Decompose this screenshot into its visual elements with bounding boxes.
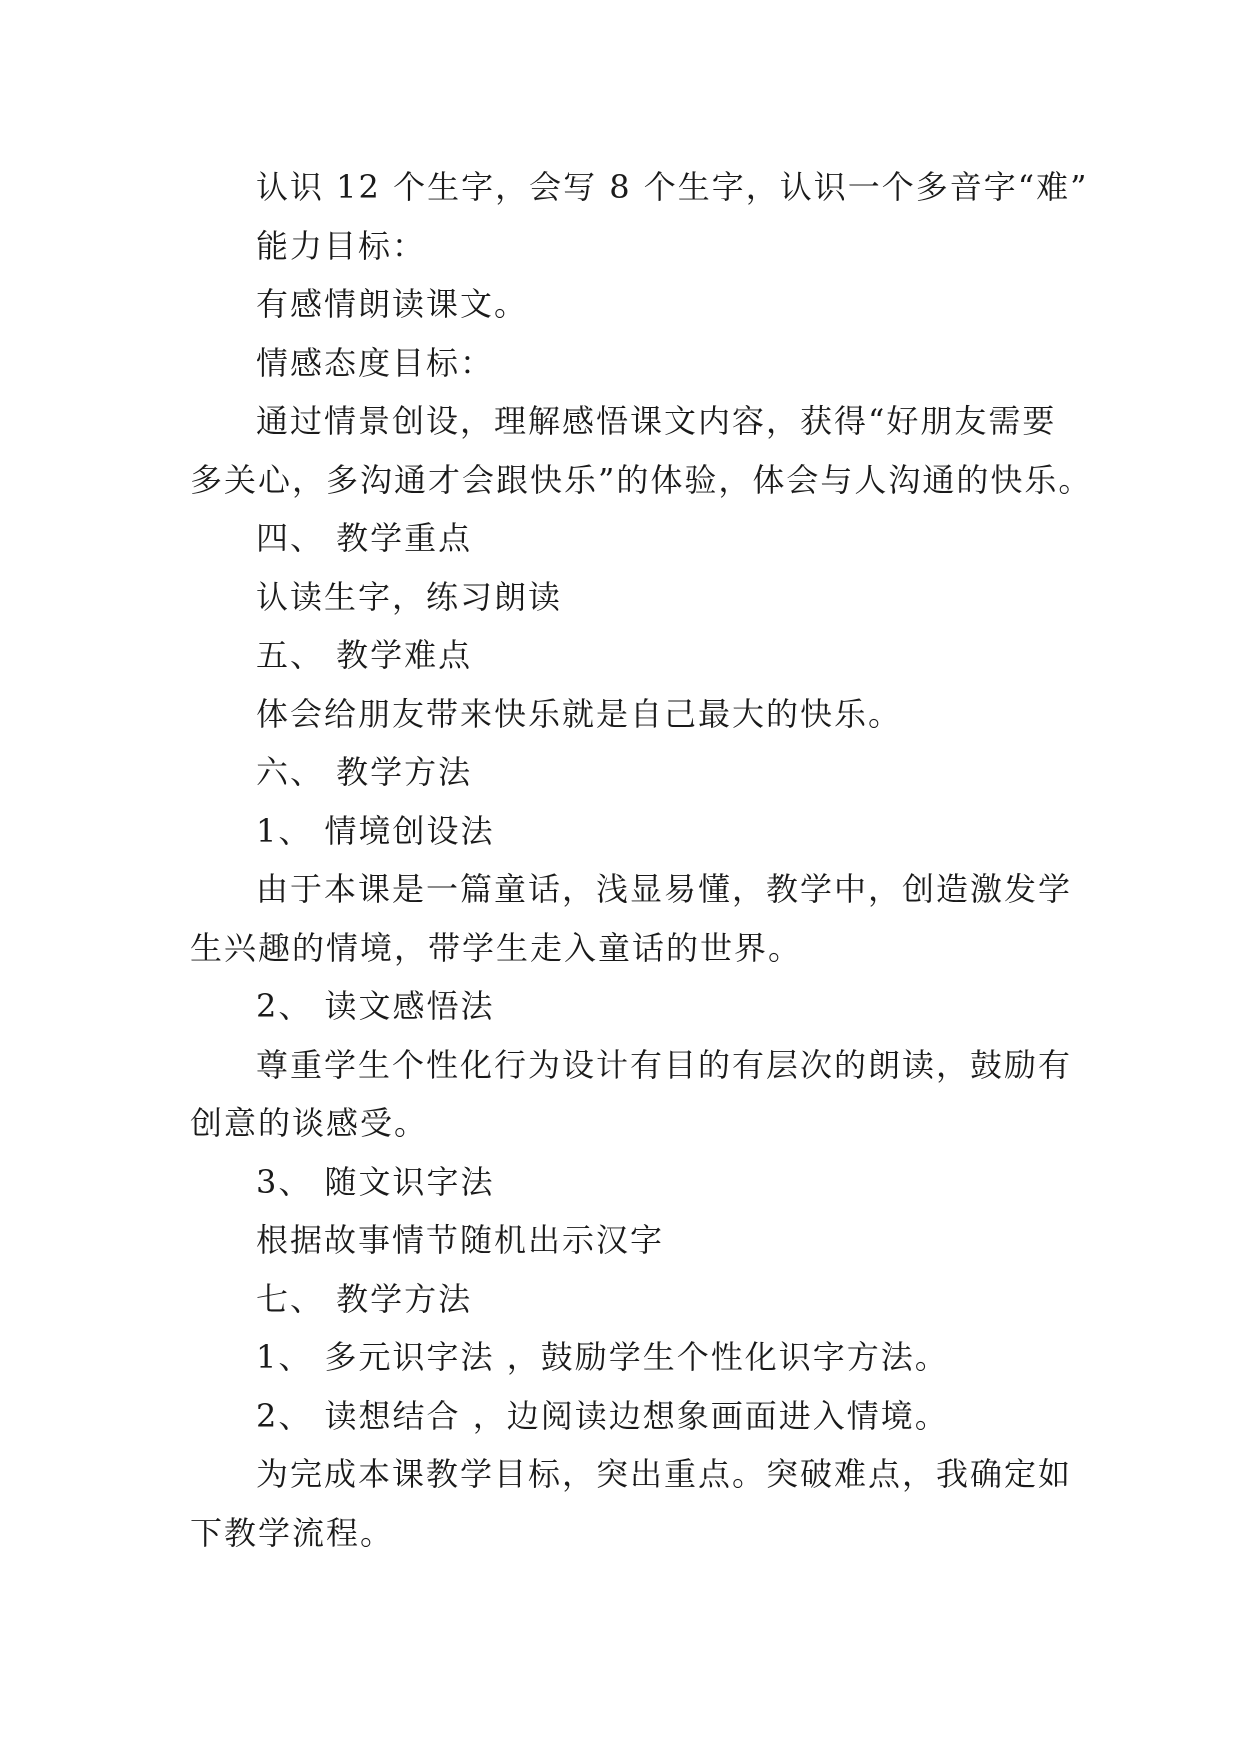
text-line: 体会给朋友带来快乐就是自己最大的快乐。 xyxy=(256,694,903,733)
list-item: 1、 多元识字法 ，鼓励学生个性化识字方法。 xyxy=(256,1338,949,1376)
text-line: 通过情景创设，理解感悟课文内容，获得“好朋友需要 xyxy=(256,402,1057,440)
text-line: 根据故事情节随机出示汉字 xyxy=(256,1221,665,1259)
text-line: 有感情朗读课文。 xyxy=(256,285,529,323)
list-item: 2、 读文感悟法 xyxy=(256,987,495,1025)
section-heading: 五、 教学难点 xyxy=(256,636,473,674)
text-line: 尊重学生个性化行为设计有目的有层次的朗读，鼓励有 xyxy=(256,1045,1073,1084)
text-line: 生兴趣的情境，带学生走入童话的世界。 xyxy=(190,928,803,967)
text-line: 认识 12 个生字，会写 8 个生字，认识一个多音字“难” xyxy=(256,168,1089,206)
text-line: 下教学流程。 xyxy=(190,1513,395,1552)
list-item: 3、 随文识字法 xyxy=(256,1162,495,1201)
text-line: 由于本课是一篇童话，浅显易懂，教学中，创造激发学 xyxy=(256,870,1073,908)
document-body xyxy=(190,158,1093,1562)
text-line: 为完成本课教学目标，突出重点。突破难点，我确定如 xyxy=(256,1455,1073,1493)
list-item: 2、 读想结合 ，边阅读边想象画面进入情境。 xyxy=(256,1396,949,1435)
list-item: 1、 情境创设法 xyxy=(256,811,495,850)
text-line: 认读生字，练习朗读 xyxy=(256,577,563,616)
section-heading: 四、 教学重点 xyxy=(256,519,473,557)
section-heading: 七、 教学方法 xyxy=(256,1279,473,1318)
text-line: 创意的谈感受。 xyxy=(190,1104,429,1142)
text-line: 多关心，多沟通才会跟快乐”的体验，体会与人沟通的快乐。 xyxy=(190,460,1093,499)
section-heading: 六、 教学方法 xyxy=(256,753,473,791)
section-heading: 能力目标： xyxy=(256,226,427,265)
section-heading: 情感态度目标： xyxy=(256,343,495,382)
